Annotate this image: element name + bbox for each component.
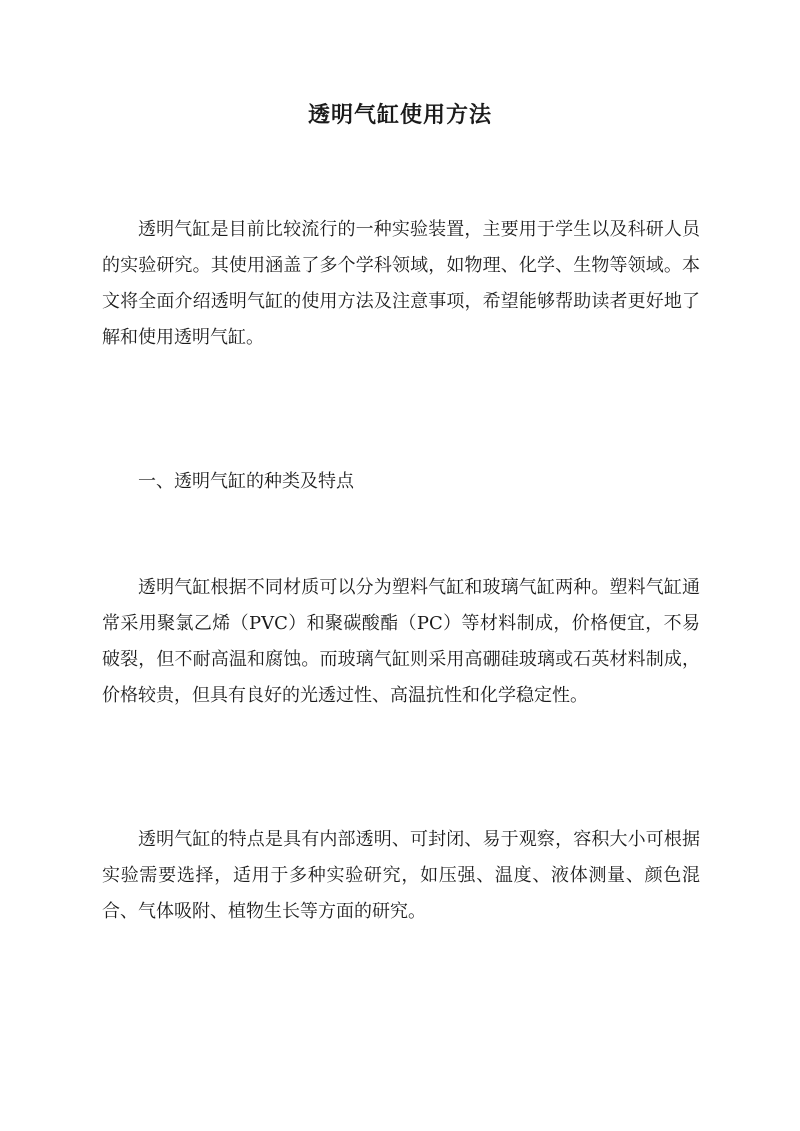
intro-paragraph: 透明气缸是目前比较流行的一种实验装置，主要用于学生以及科研人员的实验研究。其使用涵盖了多个学科领域，如物理、化学、生物等领域。本文将全面介绍透明气缸的使用方法及注意事项，希望能够帮助读者更好地了解和使用透明气缸。 — [102, 219, 700, 348]
section-heading: 一、透明气缸的种类及特点 — [138, 471, 354, 492]
types-paragraph: 透明气缸根据不同材质可以分为塑料气缸和玻璃气缸两种。塑料气缸通常采用聚氯乙烯（PVC）和聚碳酸酯（PC）等材料制成，价格便宜，不易破裂，但不耐高温和腐蚀。而玻璃气缸则采用高硼硅玻璃或石英材料制成，价格较贵，但具有良好的光透过性、高温抗性和化学稳定性。 — [102, 577, 700, 706]
features-paragraph: 透明气缸的特点是具有内部透明、可封闭、易于观察，容积大小可根据实验需要选择，适用于多种实验研究，如压强、温度、液体测量、颜色混合、气体吸附、植物生长等方面的研究。 — [102, 829, 700, 922]
document-title: 透明气缸使用方法 — [307, 102, 492, 128]
